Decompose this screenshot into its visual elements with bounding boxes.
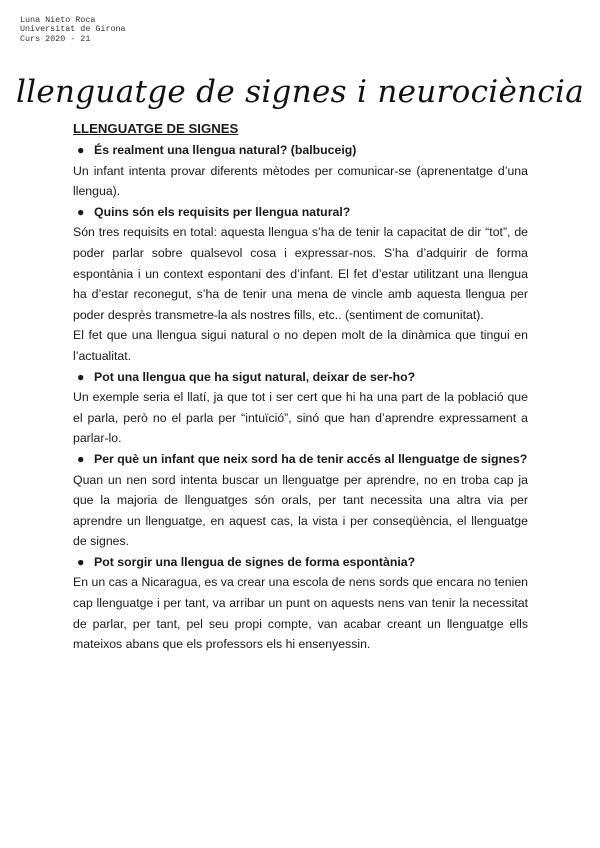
question-text: Per què un infant que neix sord ha de tenir accés al llenguatge de signes? (94, 451, 528, 466)
answer-paragraph: Quan un nen sord intenta buscar un llenguatge per aprendre, no en troba cap ja que la majoria de llenguatges són orals, per tant necessita una altra via per aprendre un llenguatge, en aquest cas, la vista i per conseqüència, el llenguatge de signes. (73, 472, 528, 549)
question-text: És realment una llengua natural? (balbuceig) (94, 143, 357, 157)
answer-paragraph: En un cas a Nicaragua, es va crear una escola de nens sords que encara no tenien cap llenguatge i per tant, va arribar un punt on aquests nens van tenir la necessitat de parlar, per tant, pel seu propi compte, van acabar creant un llenguatge ells mateixos abans que els professors els hi ensenyessin. (73, 575, 528, 652)
question-item (73, 202, 528, 223)
document-body (73, 119, 528, 655)
answer-paragraph: Un infant intenta provar diferents mètodes per comunicar-se (aprenentatge d’una llengua). (73, 163, 528, 199)
answer-paragraph: El fet que una llengua sigui natural o no depen molt de la dinàmica que tingui en l’actualitat. (73, 328, 528, 363)
bullet-icon: ● (77, 451, 85, 466)
page-title: llenguatge de signes i neurociència (15, 74, 585, 110)
question-text: Pot sorgir una llengua de signes de forma espontània? (94, 554, 416, 569)
bullet-icon: ● (77, 143, 85, 157)
bullet-icon: ● (77, 554, 85, 569)
question-text: Pot una llengua que ha sigut natural, deixar de ser-ho? (94, 369, 416, 384)
question-item (73, 449, 528, 470)
course-year: Curs 2020 - 21 (20, 33, 91, 44)
question-text: Quins són els requisits per llengua natural? (94, 204, 351, 219)
university-name: Universitat de Girona (20, 24, 126, 35)
bullet-icon: ● (77, 369, 85, 384)
bullet-icon: ● (77, 204, 85, 219)
question-item (73, 552, 528, 573)
document-header (20, 16, 126, 44)
question-item (73, 140, 528, 161)
section-heading: LLENGUATGE DE SIGNES (73, 121, 239, 136)
answer-paragraph: Un exemple seria el llatí, ja que tot i ser cert que hi ha una part de la població que el parla, però no el parla per “intuïció”, sinó que han d’aprendre expressament a parlar-lo. (73, 390, 528, 446)
answer-paragraph: Són tres requisits en total: aquesta llengua s’ha de tenir la capacitat de dir “tot”, de poder parlar sobre qualsevol cosa i expressar-nos. S’ha d’adquirir de forma espontània i un context espontani des d’infant. El fet d’estar utilitzant una llengua ha d’estar reconegut, s’ha de tenir una mena de vincle amb aquesta llengua per poder desprès transmetre-la als nostres fills, etc.. (sentiment de comunitat). (73, 225, 528, 322)
author-name: Luna Nieto Roca (20, 15, 96, 25)
question-item (73, 367, 528, 388)
